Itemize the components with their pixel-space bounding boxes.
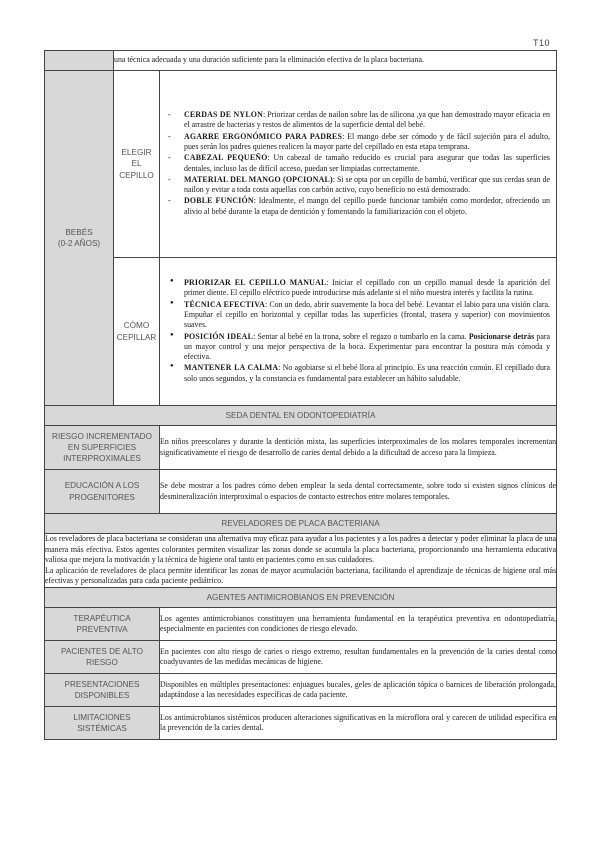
antimicrobianos-row-3-text: Disponibles en múltiples presentaciones: enjuagues bucales, geles de aplicación tópica o barnices de liberación prolongada, adaptándose a las necesidades específicas de cada paciente. [160, 673, 557, 706]
item-text: : Priorizar cerdas de nailon sobre las de silicona ,ya que han demostrado mayor eficacia en el arrastre de bacterias y restos de alimentos de la superficie dental del bebé. [184, 110, 551, 130]
item-text: : Idealmente, el mango del cepillo puede funcionar también como mordedor, ofreciendo un alivio al bebé durante la etapa de dentición y fomentando la familiarización con el objeto. [184, 196, 551, 216]
antimicrobianos-row-2-text: En pacientes con alto riesgo de caries o riesgo extremo, resultan fundamentales en la prevención de la caries dental como coadyuvantes de las medidas mecánicas de higiene. [160, 640, 557, 673]
list-item [184, 300, 550, 331]
item-text: : Si se opta por un cepillo de bambú, verificar que sus cerdas sean de nailon y evitar a toda costa aquellas con carbón activo, cuyo beneficio no está demostrado. [184, 174, 550, 195]
list-item [184, 153, 550, 174]
item-text: : Sentar al bebé en la trona, sobre el regazo o tumbarlo en la cama. [253, 331, 467, 341]
item-keyword: MANTENER LA CALMA [184, 363, 279, 373]
como-cepillar-label: CÓMO CEPILLAR [114, 258, 160, 406]
antimicrobianos-row-4-text: Los antimicrobianos sistémicos producen alteraciones significativas en la microflora oral y carecen de utilidad específica en la prevención de la caries dental. [160, 706, 557, 739]
antimicrobianos-row-1-text: Los agentes antimicrobianos constituyen una herramienta fundamental en la terapéutica preventiva en odontopediatría, especialmente en pacientes con condiciones de riesgo elevado. [160, 607, 557, 640]
item-keyword: DOBLE FUNCIÓN [184, 196, 254, 206]
item-text: : Iniciar el cepillado con un cepillo manual desde la aparición del primer diente. El cepillo eléctrico puede introducirse más adelante si el niño muestra interés y facilita la rutina. [184, 278, 551, 298]
elegir-cepillo-list [160, 106, 556, 222]
item-keyword: MATERIAL DEL MANGO (OPCIONAL) [184, 174, 333, 184]
intro-text: una técnica adecuada y una duración suficiente para la eliminación efectiva de la placa bacteriana. [114, 51, 557, 71]
item-keyword: TÉCNICA EFECTIVA [184, 299, 266, 309]
item-text: : No agobiarse si el bebé llora al principio. Es una reacción común. El cepillado dura solo unos segundos, y la constancia es fundamental para establecer un hábito saludable. [184, 363, 551, 383]
item-keyword: POSICIÓN IDEAL [184, 331, 254, 341]
item-keyword-secondary: Posicionarse detrás [468, 331, 535, 341]
bebes-label: BEBÉS (0-2 AÑOS) [45, 71, 114, 406]
item-keyword: AGARRE ERGONÓMICO PARA PADRES [184, 131, 343, 141]
antimicrobianos-row-1-label: TERAPÉUTICA PREVENTIVA [45, 607, 160, 640]
elegir-cepillo-content [160, 71, 557, 258]
list-item [184, 196, 550, 217]
reveladores-text [45, 534, 557, 588]
list-item [184, 175, 550, 196]
seda-row-2-label: EDUCACIÓN A LOS PROGENITORES [45, 470, 160, 514]
item-keyword: CERDAS DE NYLON [184, 110, 264, 120]
list-item [184, 363, 550, 384]
list-item [184, 110, 550, 131]
item-text: : El mango debe ser cómodo y de fácil sujeción para el adulto, pues serán los padres quienes realicen la mayor parte del cepillado en esta etapa temprana. [184, 131, 551, 151]
page-number: T10 [532, 38, 550, 48]
seda-header: SEDA DENTAL EN ODONTOPEDIATRÍA [45, 406, 557, 426]
list-item [184, 278, 550, 299]
item-text: : Con un dedo, abrir suavemente la boca del bebé. Levantar el labio para una visión clara. Empuñar el cepillo en horizontal y cepillar todas las superficies (frontal, trasera y superior) con movimientos suaves. [184, 299, 551, 330]
elegir-cepillo-label: ELEGIR EL CEPILLO [114, 71, 160, 258]
reveladores-paragraph-2: La aplicación de reveladores de placa permite identificar las zonas de mayor acumulación bacteriana, facilitando el aprendizaje de técnicas de higiene oral más efectivas y personalizadas para cada paciente pediátrico. [45, 565, 557, 586]
antimicrobianos-row-2-label: PACIENTES DE ALTO RIESGO [45, 640, 160, 673]
como-cepillar-content [160, 258, 557, 406]
item-text-secondary: para un mayor control y una mejor perspectiva de la boca. Experimentar para encontrar la postura más cómoda y efectiva. [184, 331, 551, 362]
seda-row-2-text: Se debe mostrar a los padres cómo deben emplear la seda dental correctamente, sobre todo si existen signos clínicos de desmineralización interproximal o espacios de contacto estrechos entre molares temporales. [160, 470, 557, 514]
seda-row-1-label: RIESGO INCREMENTADO EN SUPERFICIES INTERPROXIMALES [45, 426, 160, 470]
list-item [184, 332, 550, 363]
item-keyword: PRIORIZAR EL CEPILLO MANUAL [184, 278, 327, 288]
intro-label-cell [45, 51, 114, 71]
como-cepillar-list [160, 274, 556, 389]
reveladores-header: REVELADORES DE PLACA BACTERIANA [45, 514, 557, 534]
antimicrobianos-header: AGENTES ANTIMICROBIANOS EN PREVENCIÓN [45, 587, 557, 607]
document-table [44, 50, 557, 740]
item-text: : Un cabezal de tamaño reducido es crucial para asegurar que todas las superficies dentales, incluso las de difícil acceso, puedan ser limpiadas correctamente. [184, 153, 551, 173]
antimicrobianos-row-3-label: PRESENTACIONES DISPONIBLES [45, 673, 160, 706]
list-item [184, 132, 550, 153]
seda-row-1-text: En niños preescolares y durante la dentición mixta, las superficies interproximales de los molares temporales incrementan significativamente el riesgo de desarrollo de caries dental debido a la dificultad de acceso para la limpieza. [160, 426, 557, 470]
antimicrobianos-row-4-label: LIMITACIONES SISTÉMICAS [45, 706, 160, 739]
item-keyword: CABEZAL PEQUEÑO [184, 153, 268, 163]
reveladores-paragraph-1: Los reveladores de placa bacteriana se consideran una alternativa muy eficaz para ayudar a los pacientes y a los padres a detectar y poder eliminar la placa de una manera más efectiva. Estos agentes colorantes permiten visualizar las zonas donde se acumula la placa bacteriana, proporcionando una herramienta educativa valiosa que mejora la motivación y la técnica de higiene oral tanto en pacientes como en sus cuidadores. [45, 534, 557, 565]
